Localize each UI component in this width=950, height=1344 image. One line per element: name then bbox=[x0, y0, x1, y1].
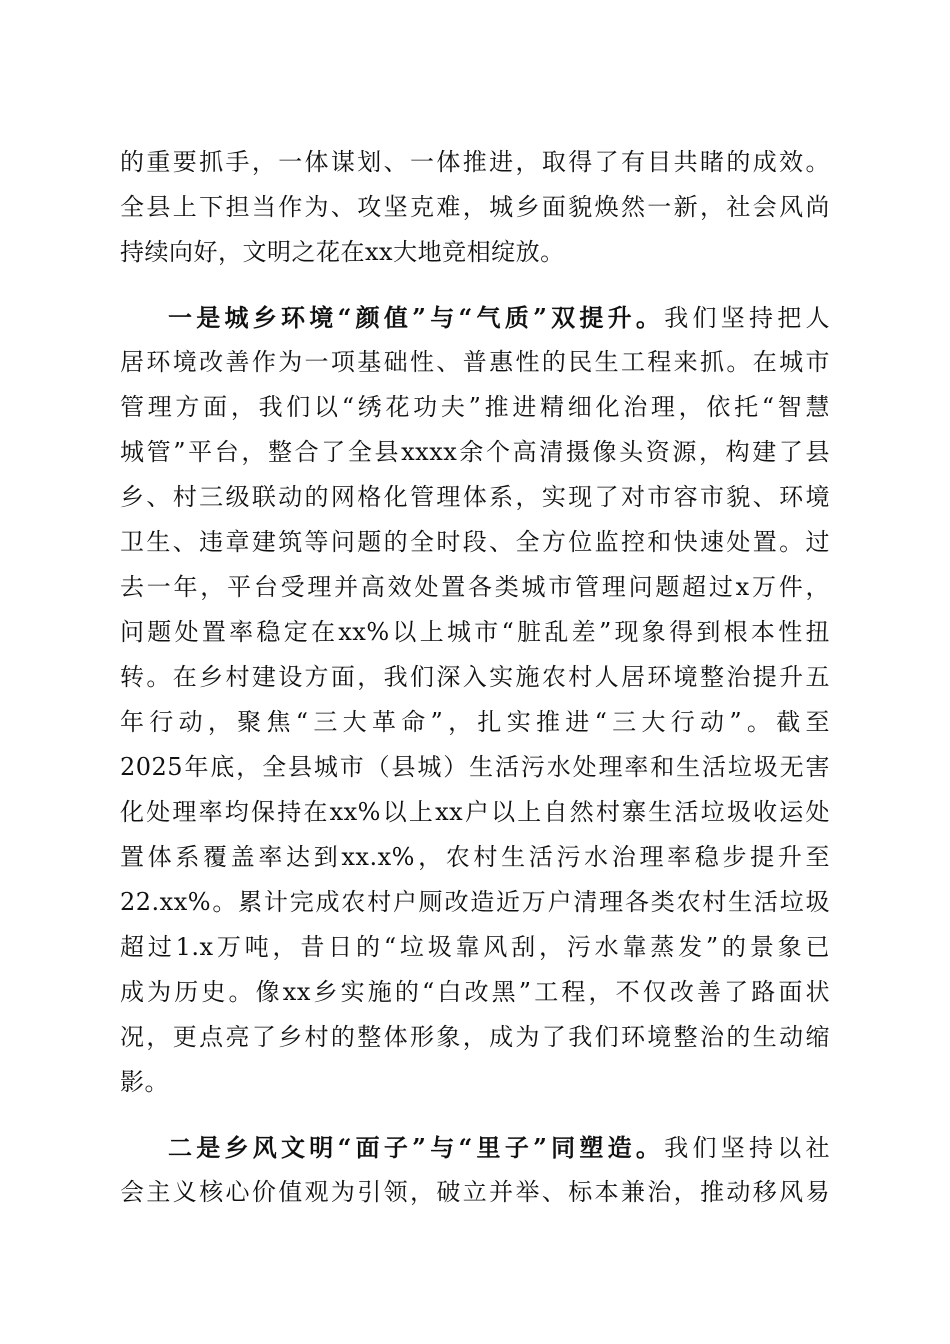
text-line: 置体系覆盖率达到xx.x%，农村生活污水治理率稳步提升至 bbox=[120, 843, 830, 871]
text-line: 管理方面，我们以“绣花功夫”推进精细化治理，依托“智慧 bbox=[120, 393, 830, 421]
text-line: 去一年，平台受理并高效处置各类城市管理问题超过x万件， bbox=[120, 573, 830, 601]
text-line: 化处理率均保持在xx%以上xx户以上自然村寨生活垃圾收运处 bbox=[120, 798, 830, 826]
text-line: 成为历史。像xx乡实施的“白改黑”工程，不仅改善了路面状 bbox=[120, 978, 830, 1006]
text-line: 年行动，聚焦“三大革命”，扎实推进“三大行动”。截至 bbox=[120, 708, 830, 736]
paragraph-heading: 一是城乡环境“颜值”与“气质”双提升。 bbox=[168, 303, 665, 332]
text-line: 卫生、违章建筑等问题的全时段、全方位监控和快速处置。过 bbox=[120, 528, 830, 556]
paragraph-2 bbox=[120, 295, 830, 1105]
text-line: 会主义核心价值观为引领，破立并举、标本兼治，推动移风易 bbox=[120, 1178, 830, 1206]
text-line: 2025年底，全县城市（县城）生活污水处理率和生活垃圾无害 bbox=[120, 753, 830, 781]
text-line: 22.xx%。累计完成农村户厕改造近万户清理各类农村生活垃圾 bbox=[120, 888, 830, 916]
text-run: 我们坚持以社 bbox=[664, 1134, 830, 1162]
text-line: 乡、村三级联动的网格化管理体系，实现了对市容市貌、环境 bbox=[120, 483, 830, 511]
text-line: 城管”平台，整合了全县xxxx余个高清摄像头资源，构建了县 bbox=[120, 438, 830, 466]
text-line: 居环境改善作为一项基础性、普惠性的民生工程来抓。在城市 bbox=[120, 348, 830, 376]
text-line bbox=[120, 1125, 830, 1170]
document-page bbox=[120, 140, 830, 1215]
text-line bbox=[120, 295, 830, 340]
text-line: 的重要抓手，一体谋划、一体推进，取得了有目共睹的成效。 bbox=[120, 148, 830, 176]
paragraph-3 bbox=[120, 1125, 830, 1215]
text-line: 超过1.x万吨，昔日的“垃圾靠风刮，污水靠蒸发”的景象已 bbox=[120, 933, 830, 961]
text-run: 我们坚持把人 bbox=[664, 304, 830, 332]
paragraph-1 bbox=[120, 140, 830, 275]
text-line: 问题处置率稳定在xx%以上城市“脏乱差”现象得到根本性扭 bbox=[120, 618, 830, 646]
text-line: 况，更点亮了乡村的整体形象，成为了我们环境整治的生动缩 bbox=[120, 1023, 830, 1051]
text-line: 转。在乡村建设方面，我们深入实施农村人居环境整治提升五 bbox=[120, 663, 830, 691]
paragraph-heading: 二是乡风文明“面子”与“里子”同塑造。 bbox=[168, 1133, 665, 1162]
text-line: 持续向好，文明之花在xx大地竞相绽放。 bbox=[120, 238, 565, 266]
text-line: 影。 bbox=[120, 1068, 169, 1096]
text-line: 全县上下担当作为、攻坚克难，城乡面貌焕然一新，社会风尚 bbox=[120, 193, 830, 221]
